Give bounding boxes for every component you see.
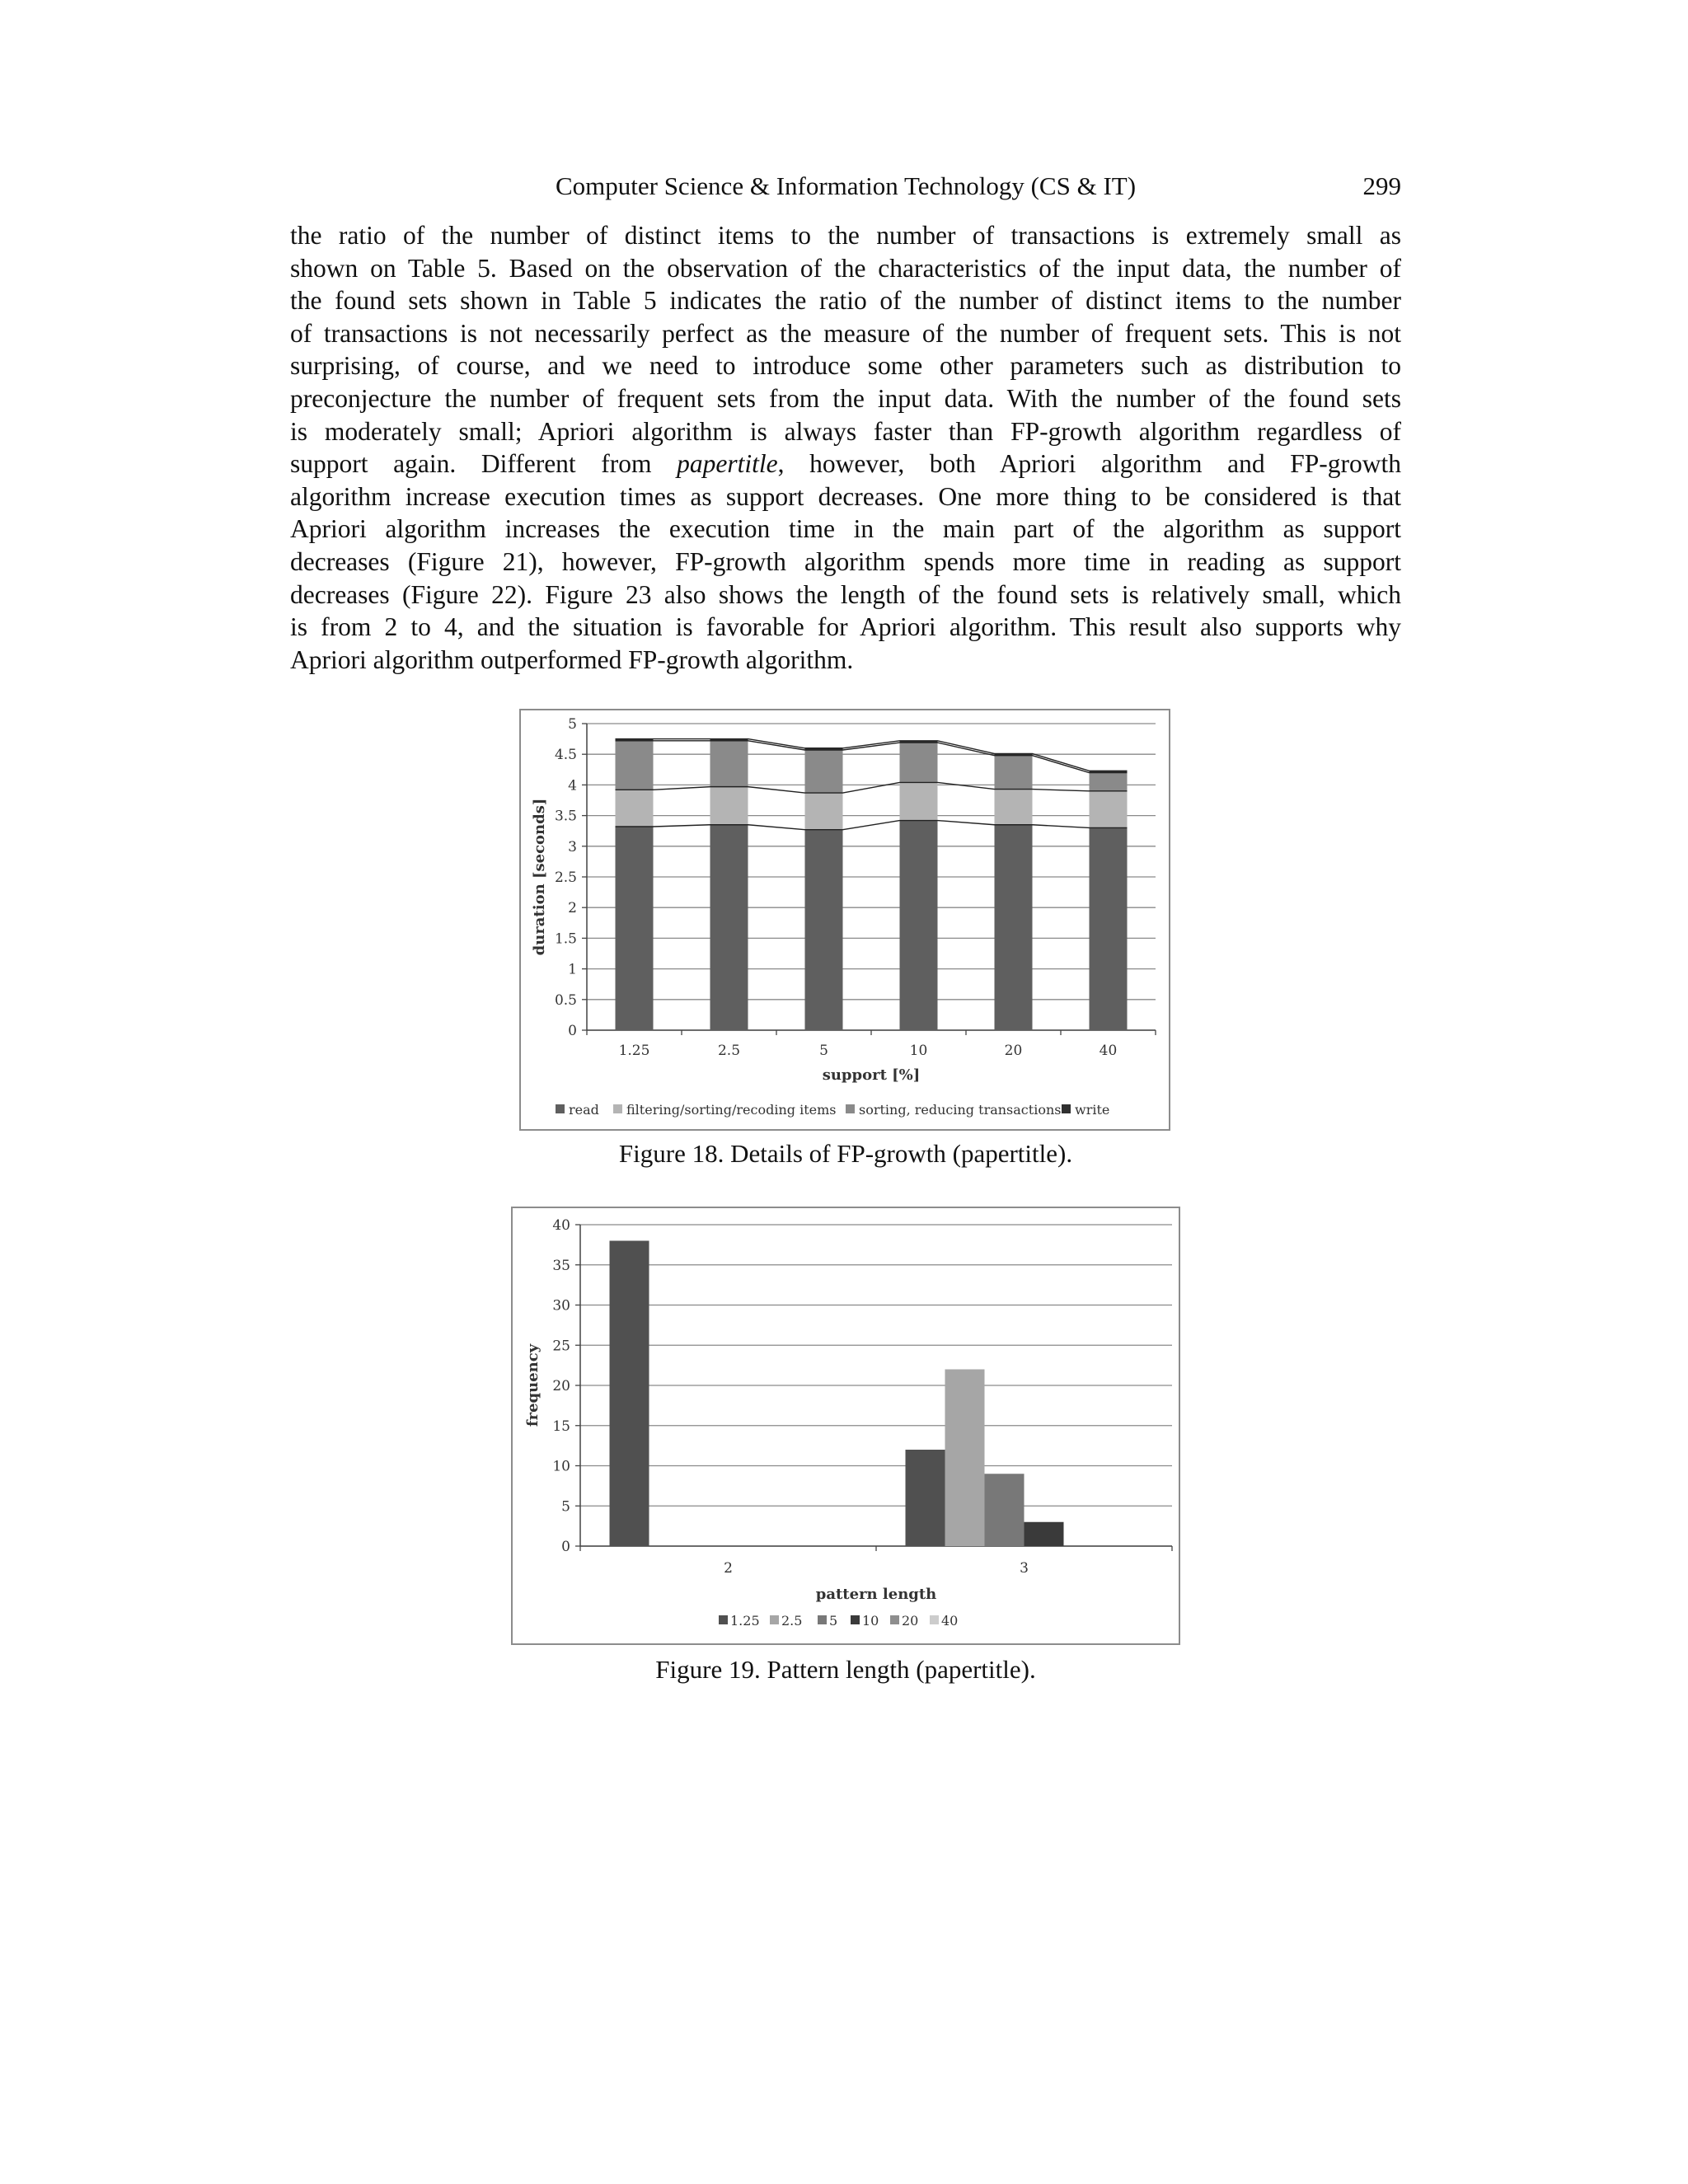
y-tick-label: 3.5 xyxy=(554,808,577,825)
x-tick-label: 3 xyxy=(1020,1560,1029,1577)
y-axis-title: duration [seconds] xyxy=(531,798,548,956)
body-paragraph xyxy=(290,219,1401,676)
bar-segment xyxy=(805,793,843,830)
bar xyxy=(1025,1522,1064,1546)
text-line: decreases (Figure 21), however, FP-growth algorithm spends more time in reading as support xyxy=(290,546,1401,576)
legend-swatch xyxy=(930,1615,939,1624)
x-tick-label: 2.5 xyxy=(717,1043,741,1059)
bar-segment xyxy=(900,782,938,820)
text-run: , however, both Apriori algorithm and FP-growth xyxy=(777,449,1401,479)
bar-segment xyxy=(995,790,1033,825)
y-axis-title: frequency xyxy=(524,1343,542,1427)
series-connector-line xyxy=(616,782,1128,793)
y-tick-label: 35 xyxy=(552,1257,570,1274)
series-connector-line xyxy=(616,821,1128,830)
bar-segment xyxy=(1090,827,1128,1030)
bar xyxy=(945,1370,985,1547)
bar-segment xyxy=(805,830,843,1030)
text-line: Apriori algorithm increases the execution time in the main part of the algorithm as support xyxy=(290,514,1401,544)
bar-segment xyxy=(1090,773,1128,791)
figure-18-caption: Figure 18. Details of FP-growth (papertitle). xyxy=(618,1139,1073,1168)
legend-swatch xyxy=(1062,1104,1071,1113)
text-line: the ratio of the number of distinct items to the number of transactions is extremely small as xyxy=(290,221,1401,250)
series-connector-line xyxy=(616,741,1128,773)
y-tick-label: 15 xyxy=(552,1418,570,1435)
running-header xyxy=(290,171,1401,204)
text-line: of transactions is not necessarily perfect as the measure of the number of frequent sets. This is not xyxy=(290,318,1401,348)
text-line: the found sets shown in Table 5 indicates the ratio of the number of distinct items to the number xyxy=(290,286,1401,316)
legend-label: 1.25 xyxy=(730,1613,760,1629)
text-line: decreases (Figure 22). Figure 23 also shows the length of the found sets is relatively small, which xyxy=(290,579,1401,609)
page-number: 299 xyxy=(1362,171,1401,200)
dataset-name-emphasis: papertitle xyxy=(677,449,778,479)
bar-segment xyxy=(995,825,1033,1030)
legend-swatch xyxy=(556,1104,565,1113)
bar xyxy=(985,1474,1025,1546)
text-line: is from 2 to 4, and the situation is favorable for Apriori algorithm. This result also supports why xyxy=(290,612,1401,642)
x-tick-label: 1.25 xyxy=(618,1043,650,1059)
legend-label: filtering/sorting/recoding items xyxy=(626,1102,837,1118)
text-run: support again. Different from xyxy=(290,449,678,479)
bar xyxy=(610,1241,649,1547)
bar-segment xyxy=(710,741,748,787)
text-line xyxy=(290,448,1401,480)
y-tick-label: 25 xyxy=(552,1338,570,1355)
legend-label: sorting, reducing transactions xyxy=(859,1102,1062,1118)
legend-label: 10 xyxy=(862,1613,879,1629)
y-tick-label: 30 xyxy=(552,1297,570,1315)
y-tick-label: 0.5 xyxy=(554,991,577,1009)
text-line: is moderately small; Apriori algorithm is always faster than FP-growth algorithm regardless of xyxy=(290,416,1401,446)
legend-label: read xyxy=(569,1102,599,1118)
y-tick-label: 2.5 xyxy=(554,869,577,886)
bar-segment xyxy=(616,741,654,790)
legend-swatch xyxy=(818,1615,827,1624)
legend-label: 20 xyxy=(902,1613,919,1629)
pattern-length-chart xyxy=(513,1208,1179,1643)
text-line: surprising, of course, and we need to introduce some other parameters such as distribution to xyxy=(290,351,1401,381)
y-tick-label: 1 xyxy=(568,961,577,978)
x-tick-label: 20 xyxy=(1004,1043,1023,1059)
fp-growth-details-chart xyxy=(521,710,1169,1129)
journal-title: Computer Science & Information Technology (CS & IT) xyxy=(555,171,1137,200)
legend-swatch xyxy=(890,1615,899,1624)
legend-label: 5 xyxy=(829,1613,838,1629)
legend-label: 2.5 xyxy=(781,1613,803,1629)
x-tick-label: 2 xyxy=(724,1560,733,1577)
y-tick-label: 2 xyxy=(568,900,577,917)
bar xyxy=(906,1450,945,1546)
text-line: algorithm increase execution times as support decreases. One more thing to be considered is that xyxy=(290,481,1401,511)
bar-segment xyxy=(900,821,938,1030)
bar-segment xyxy=(995,756,1033,790)
y-tick-label: 3 xyxy=(568,838,577,855)
legend-swatch xyxy=(719,1615,728,1624)
bar-segment xyxy=(616,790,654,827)
text-line: preconjecture the number of frequent sets from the input data. With the number of the found sets xyxy=(290,383,1401,413)
series-connector-line xyxy=(616,739,1128,771)
bar-segment xyxy=(710,825,748,1030)
y-tick-label: 10 xyxy=(552,1458,570,1475)
figure-18 xyxy=(519,709,1170,1131)
y-tick-label: 20 xyxy=(552,1378,570,1394)
x-tick-label: 5 xyxy=(819,1043,828,1059)
y-tick-label: 4 xyxy=(568,777,577,794)
text-line: Apriori algorithm outperformed FP-growth algorithm. xyxy=(290,644,854,674)
y-tick-label: 4.5 xyxy=(554,747,577,764)
y-tick-label: 40 xyxy=(552,1217,570,1234)
text-line: shown on Table 5. Based on the observation of the characteristics of the input data, the number of xyxy=(290,253,1401,283)
x-tick-label: 40 xyxy=(1099,1043,1118,1059)
y-tick-label: 5 xyxy=(568,716,577,733)
figure-19 xyxy=(511,1207,1180,1645)
legend-swatch xyxy=(851,1615,860,1624)
legend-label: write xyxy=(1075,1102,1110,1118)
y-tick-label: 1.5 xyxy=(554,930,577,948)
legend-label: 40 xyxy=(941,1613,959,1629)
legend-swatch xyxy=(770,1615,779,1624)
bar-segment xyxy=(1090,791,1128,828)
bar-segment xyxy=(805,750,843,793)
y-tick-label: 0 xyxy=(561,1539,570,1555)
x-axis-title: pattern length xyxy=(815,1586,937,1603)
bar-segment xyxy=(710,787,748,825)
bar-segment xyxy=(616,827,654,1030)
figure-19-caption: Figure 19. Pattern length (papertitle). xyxy=(655,1655,1036,1684)
y-tick-label: 0 xyxy=(568,1023,577,1039)
x-tick-label: 10 xyxy=(909,1043,928,1059)
bar-segment xyxy=(900,743,938,782)
y-tick-label: 5 xyxy=(561,1498,570,1516)
x-axis-title: support [%] xyxy=(822,1066,921,1084)
legend-swatch xyxy=(846,1104,855,1113)
legend-swatch xyxy=(613,1104,622,1113)
